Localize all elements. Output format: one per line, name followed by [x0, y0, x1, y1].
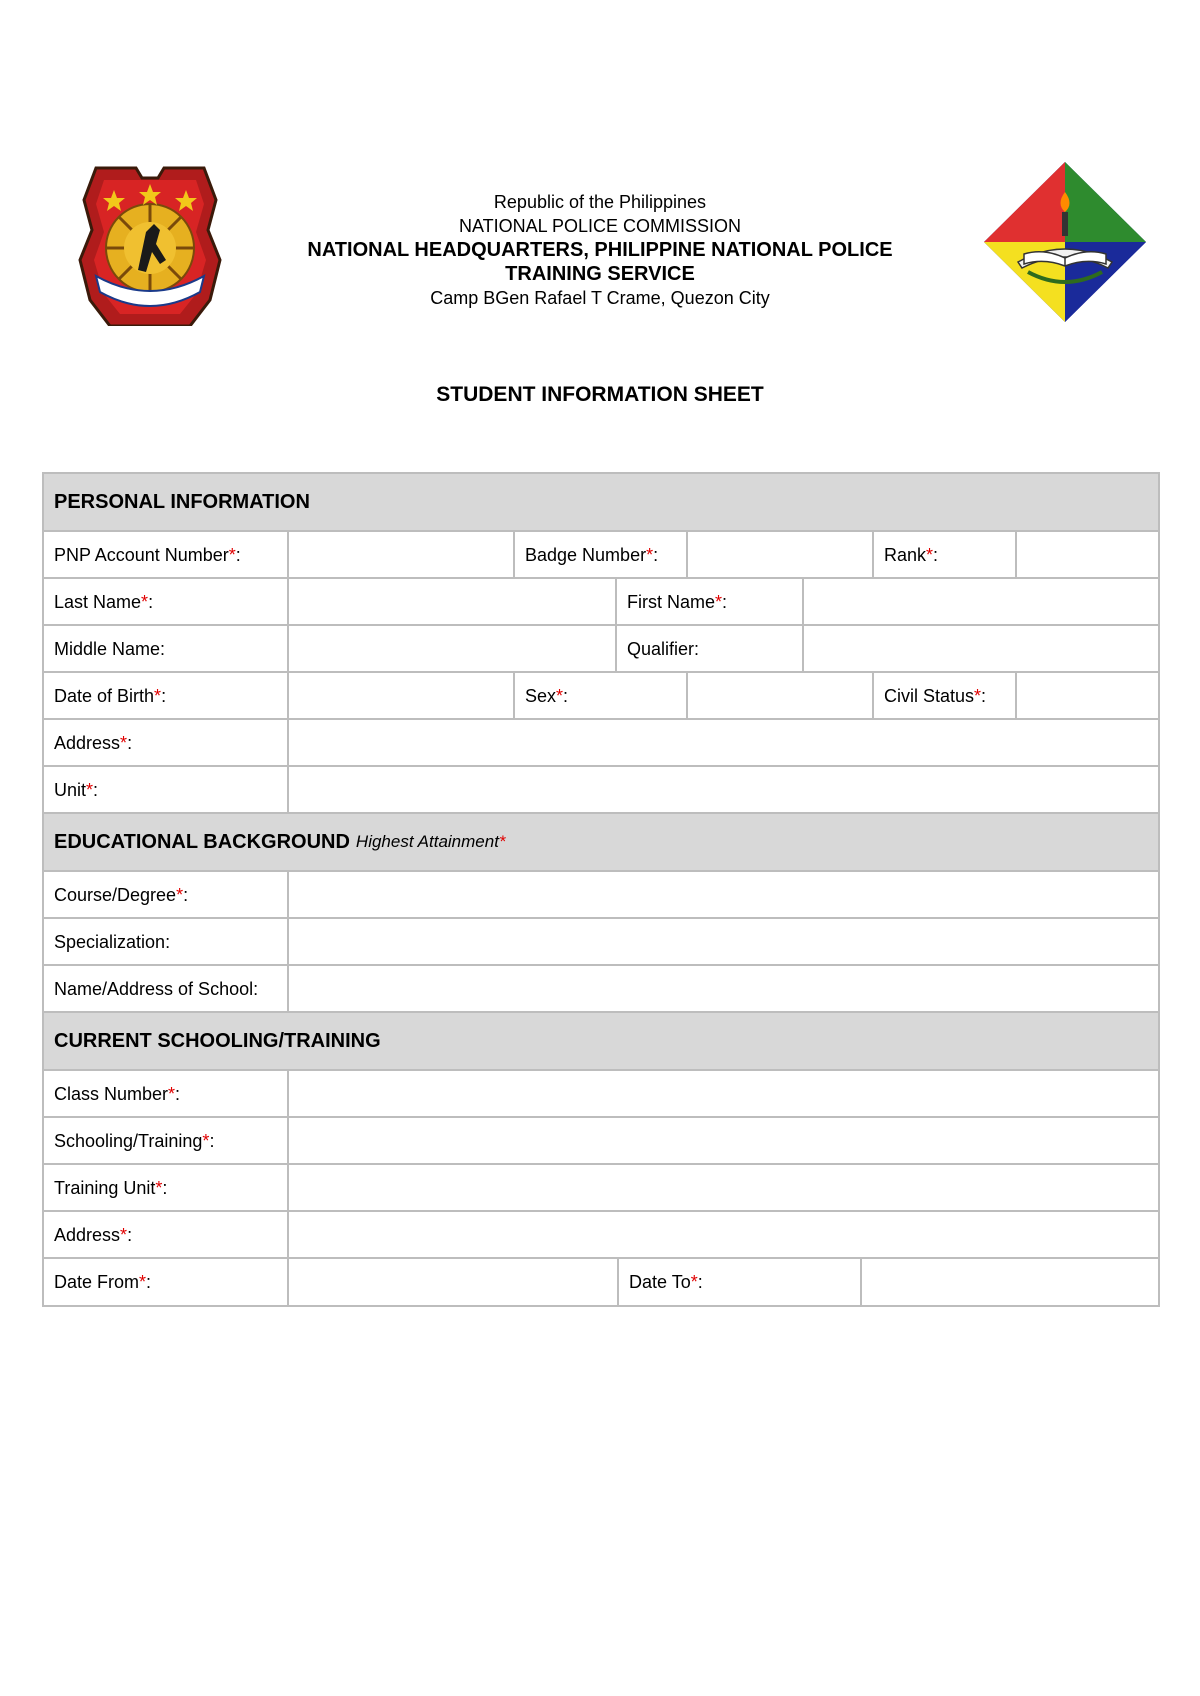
required-mark: *	[228, 544, 236, 565]
row-date-from-to	[44, 1259, 1158, 1305]
badge-number-field[interactable]	[688, 532, 874, 577]
colon: :	[148, 591, 154, 612]
school-field[interactable]	[289, 966, 1158, 1011]
specialization-label: Specialization	[54, 931, 166, 952]
label-cell	[44, 673, 289, 718]
rank-field[interactable]	[1017, 532, 1158, 577]
colon: :	[175, 1083, 181, 1104]
label-cell	[44, 872, 289, 917]
colon: :	[161, 685, 167, 706]
label-cell	[44, 1212, 289, 1257]
label-cell	[515, 532, 688, 577]
label-cell	[44, 1118, 289, 1163]
colon: :	[162, 1177, 168, 1198]
qualifier-label: Qualifier	[627, 638, 695, 659]
rank-label: Rank	[884, 544, 927, 565]
label-cell	[617, 626, 804, 671]
address-label: Address	[54, 732, 121, 753]
last-name-label: Last Name	[54, 591, 142, 612]
required-mark: *	[139, 1272, 147, 1292]
label-cell	[617, 579, 804, 624]
colon: :	[93, 779, 99, 800]
row-last-first-name	[44, 579, 1158, 626]
colon: :	[933, 544, 939, 565]
colon: :	[235, 544, 241, 565]
colon: :	[694, 638, 700, 659]
required-mark: *	[690, 1272, 698, 1292]
row-specialization	[44, 919, 1158, 966]
date-from-field[interactable]	[289, 1259, 619, 1305]
school-label: Name/Address of School	[54, 978, 254, 999]
row-address	[44, 720, 1158, 767]
civil-status-field[interactable]	[1017, 673, 1158, 718]
colon: :	[653, 544, 659, 565]
label-cell	[44, 532, 289, 577]
specialization-field[interactable]	[289, 919, 1158, 964]
training-unit-field[interactable]	[289, 1165, 1158, 1210]
date-to-field[interactable]	[862, 1259, 1158, 1305]
colon: :	[563, 685, 569, 706]
course-degree-label: Course/Degree	[54, 884, 177, 905]
required-mark: *	[86, 779, 94, 800]
date-to-label: Date To	[629, 1272, 691, 1292]
required-mark: *	[154, 685, 162, 706]
headquarters-line: NATIONAL HEADQUARTERS, PHILIPPINE NATIONAL POLICE	[307, 239, 893, 261]
training-address-field[interactable]	[289, 1212, 1158, 1257]
section-title: PERSONAL INFORMATION	[54, 490, 310, 513]
colon: :	[209, 1130, 215, 1151]
schooling-training-field[interactable]	[289, 1118, 1158, 1163]
section-title: CURRENT SCHOOLING/TRAINING	[54, 1029, 381, 1052]
label-cell	[874, 532, 1017, 577]
colon: :	[981, 685, 987, 706]
label-cell	[874, 673, 1017, 718]
section-educational-background	[44, 814, 1158, 872]
row-middle-name-qualifier	[44, 626, 1158, 673]
required-mark: *	[715, 591, 723, 612]
row-dob-sex-civil-status	[44, 673, 1158, 720]
commission-line: NATIONAL POLICE COMMISSION	[458, 216, 742, 236]
middle-name-field[interactable]	[289, 626, 617, 671]
sex-field[interactable]	[688, 673, 874, 718]
civil-status-label: Civil Status	[884, 685, 975, 706]
colon: :	[127, 732, 133, 753]
label-cell	[44, 966, 289, 1011]
pnp-seal-icon	[76, 160, 224, 326]
required-mark: *	[168, 1083, 176, 1104]
document-title: STUDENT INFORMATION SHEET	[436, 383, 764, 406]
colon: :	[146, 1272, 152, 1292]
colon: :	[183, 884, 189, 905]
sex-label: Sex	[525, 685, 557, 706]
schooling-training-label: Schooling/Training	[54, 1130, 203, 1151]
colon: :	[722, 591, 728, 612]
colon: :	[697, 1272, 703, 1292]
republic-line: Republic of the Philippines	[493, 192, 707, 212]
row-unit	[44, 767, 1158, 814]
section-current-schooling-training	[44, 1013, 1158, 1071]
qualifier-field[interactable]	[804, 626, 1158, 671]
address-field[interactable]	[289, 720, 1158, 765]
highest-attainment-note: Highest Attainment	[355, 832, 499, 851]
colon: :	[165, 931, 171, 952]
first-name-label: First Name	[627, 591, 716, 612]
label-cell	[44, 919, 289, 964]
row-pnp-badge-rank	[44, 532, 1158, 579]
row-school	[44, 966, 1158, 1013]
required-mark: *	[155, 1177, 163, 1198]
required-mark: *	[646, 544, 654, 565]
class-number-label: Class Number	[54, 1083, 169, 1104]
required-mark: *	[926, 544, 934, 565]
pnp-account-label: PNP Account Number	[54, 544, 229, 565]
required-mark: *	[202, 1130, 210, 1151]
training-service-line: TRAINING SERVICE	[505, 263, 695, 285]
row-course-degree	[44, 872, 1158, 919]
first-name-field[interactable]	[804, 579, 1158, 624]
camp-address-line: Camp BGen Rafael T Crame, Quezon City	[430, 288, 770, 308]
row-schooling-training	[44, 1118, 1158, 1165]
required-mark: *	[556, 685, 564, 706]
required-mark: *	[120, 1224, 128, 1245]
letterhead-text	[260, 190, 940, 310]
section-title: EDUCATIONAL BACKGROUND	[54, 830, 350, 853]
label-cell	[44, 1165, 289, 1210]
course-degree-field[interactable]	[289, 872, 1158, 917]
middle-name-label: Middle Name	[54, 638, 161, 659]
date-from-label: Date From	[54, 1272, 140, 1292]
label-cell	[619, 1259, 862, 1305]
required-mark: *	[498, 832, 506, 851]
label-cell	[44, 720, 289, 765]
date-of-birth-label: Date of Birth	[54, 685, 155, 706]
date-of-birth-field[interactable]	[289, 673, 515, 718]
colon: :	[253, 978, 259, 999]
label-cell	[44, 1259, 289, 1305]
training-unit-label: Training Unit	[54, 1177, 156, 1198]
row-class-number	[44, 1071, 1158, 1118]
training-address-label: Address	[54, 1224, 121, 1245]
required-mark: *	[141, 591, 149, 612]
required-mark: *	[176, 884, 184, 905]
letterhead	[0, 160, 1200, 330]
label-cell	[515, 673, 688, 718]
pnp-account-field[interactable]	[289, 532, 515, 577]
label-cell	[44, 767, 289, 812]
unit-field[interactable]	[289, 767, 1158, 812]
colon: :	[160, 638, 166, 659]
training-service-seal-icon	[984, 162, 1146, 322]
badge-number-label: Badge Number	[525, 544, 647, 565]
label-cell	[44, 1071, 289, 1116]
label-cell	[44, 579, 289, 624]
last-name-field[interactable]	[289, 579, 617, 624]
label-cell	[44, 626, 289, 671]
row-training-unit	[44, 1165, 1158, 1212]
student-information-form	[42, 472, 1160, 1307]
section-personal-information	[44, 474, 1158, 532]
required-mark: *	[974, 685, 982, 706]
row-training-address	[44, 1212, 1158, 1259]
class-number-field[interactable]	[289, 1071, 1158, 1116]
unit-label: Unit	[54, 779, 87, 800]
colon: :	[127, 1224, 133, 1245]
required-mark: *	[120, 732, 128, 753]
